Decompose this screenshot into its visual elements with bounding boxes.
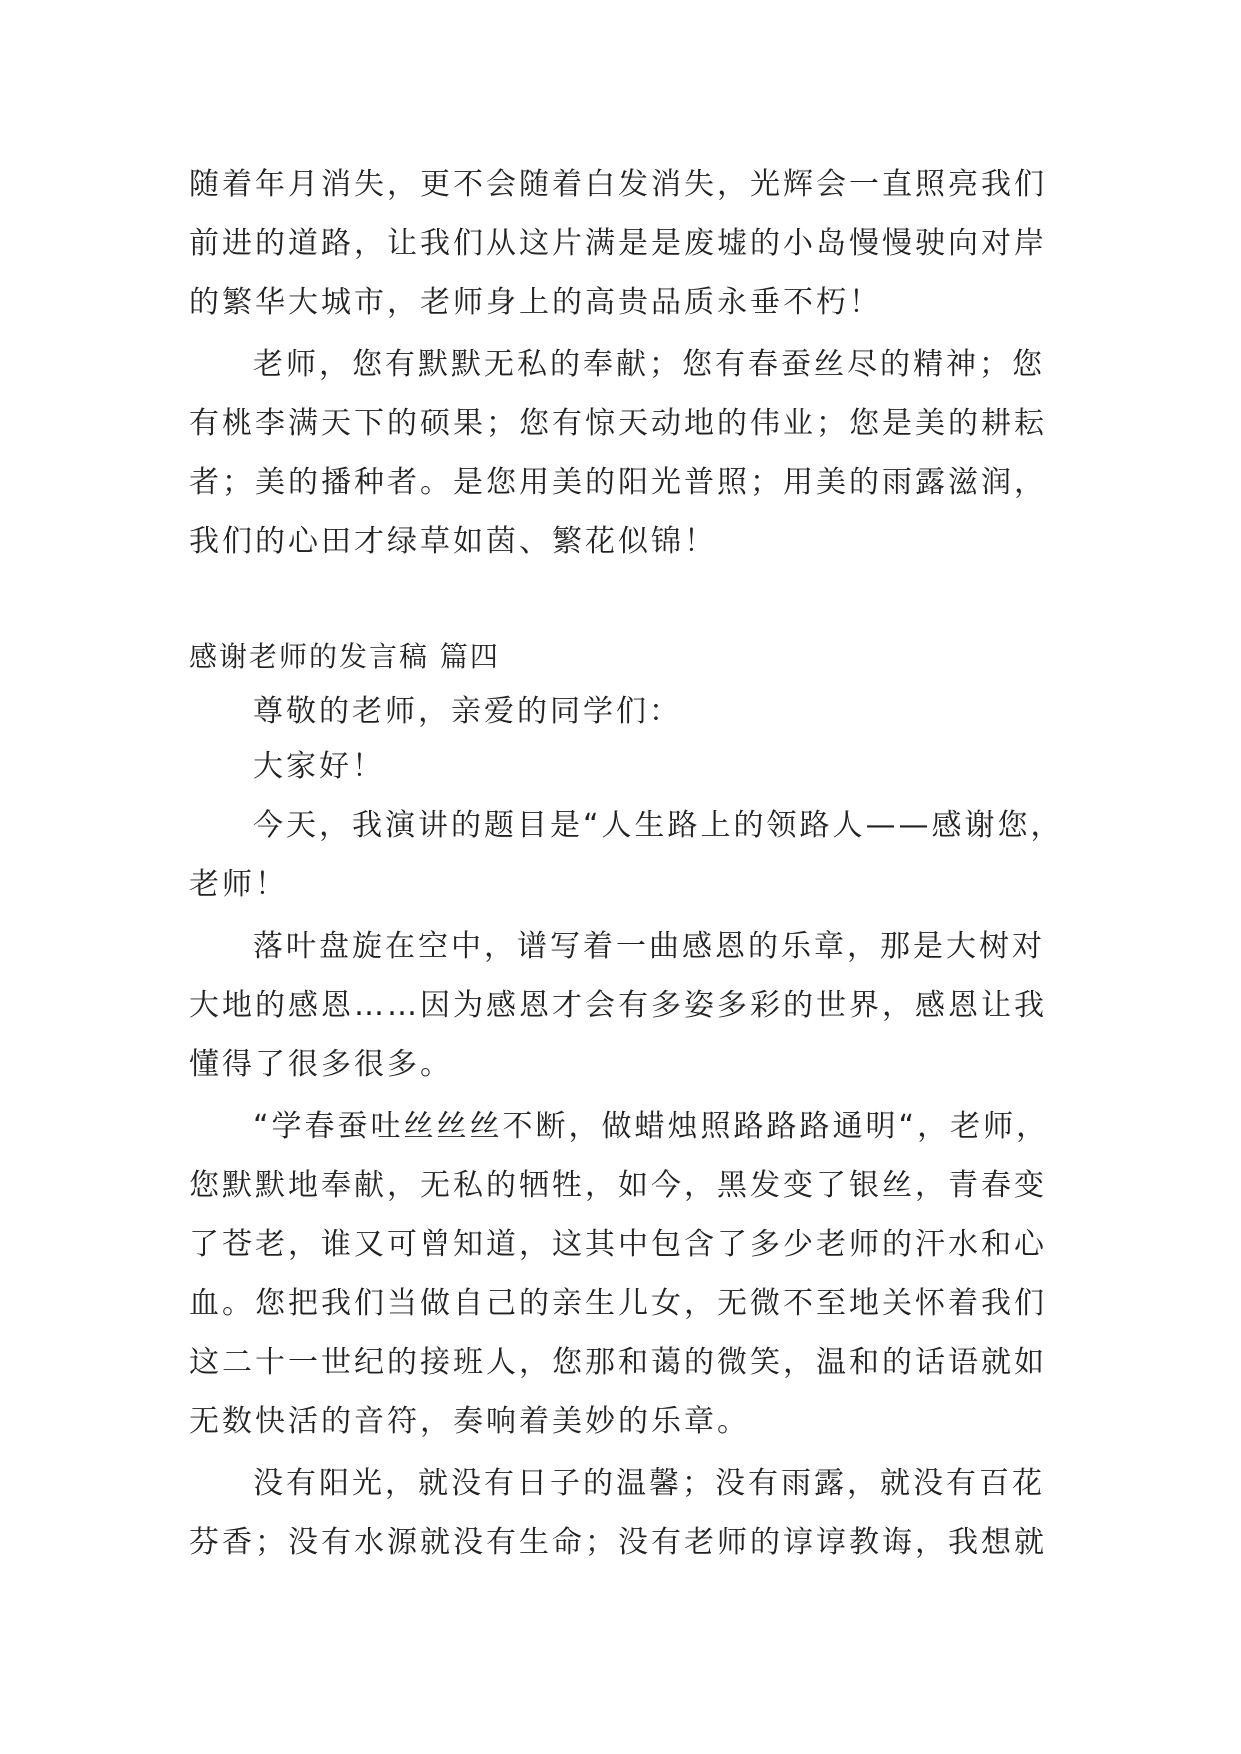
paragraph [189, 796, 1064, 914]
text-line: 无数快活的音符，奏响着美妙的乐章。 [189, 1404, 750, 1439]
text-line: 懂得了很多很多。 [189, 1047, 453, 1082]
text-line: 今天，我演讲的题目是“人生路上的领路人——感谢您， [253, 808, 1064, 843]
text-line: 这二十一世纪的接班人，您那和蔼的微笑，温和的话语就如 [189, 1345, 1047, 1380]
greeting: 大家好！ [253, 749, 385, 784]
text-line: 老师！ [189, 867, 288, 902]
text-line: 大地的感恩……因为感恩才会有多姿多彩的世界，感恩让我 [189, 988, 1047, 1023]
text-line: 老师，您有默默无私的奉献；您有春蚕丝尽的精神；您 [253, 347, 1045, 382]
text-line: 了苍老，谁又可曾知道，这其中包含了多少老师的汗水和心 [189, 1227, 1047, 1262]
paragraph [189, 1454, 1049, 1572]
text-line: 者；美的播种者。是您用美的阳光普照；用美的雨露滋润， [189, 465, 1047, 500]
text-line: 落叶盘旋在空中，谱写着一曲感恩的乐章，那是大树对 [253, 929, 1045, 964]
text-line: 没有阳光，就没有日子的温馨；没有雨露，就没有百花 [253, 1466, 1045, 1501]
text-line: 随着年月消失，更不会随着白发消失，光辉会一直照亮我们 [189, 167, 1047, 202]
paragraph [189, 917, 1049, 1094]
text-line: 血。您把我们当做自己的亲生儿女，无微不至地关怀着我们 [189, 1286, 1047, 1321]
text-line: 有桃李满天下的硕果；您有惊天动地的伟业；您是美的耕耘 [189, 406, 1047, 441]
paragraph [189, 335, 1049, 571]
paragraph [189, 155, 1049, 332]
salutation: 尊敬的老师，亲爱的同学们： [253, 694, 682, 729]
document-body [189, 155, 1064, 1572]
text-line: 您默默地奉献，无私的牺牲，如今，黑发变了银丝，青春变 [189, 1168, 1047, 1203]
text-line: 前进的道路，让我们从这片满是是废墟的小岛慢慢驶向对岸 [189, 226, 1047, 261]
paragraph [189, 1097, 1049, 1451]
text-line: “学春蚕吐丝丝丝不断，做蜡烛照路路路通明“，老师， [253, 1109, 1050, 1144]
text-line: 的繁华大城市，老师身上的高贵品质永垂不朽！ [189, 285, 882, 320]
text-line: 我们的心田才绿草如茵、繁花似锦！ [189, 524, 717, 559]
section-heading: 感谢老师的发言稿 篇四 [189, 640, 500, 673]
text-line: 芬香；没有水源就没有生命；没有老师的谆谆教诲，我想就 [189, 1525, 1047, 1560]
